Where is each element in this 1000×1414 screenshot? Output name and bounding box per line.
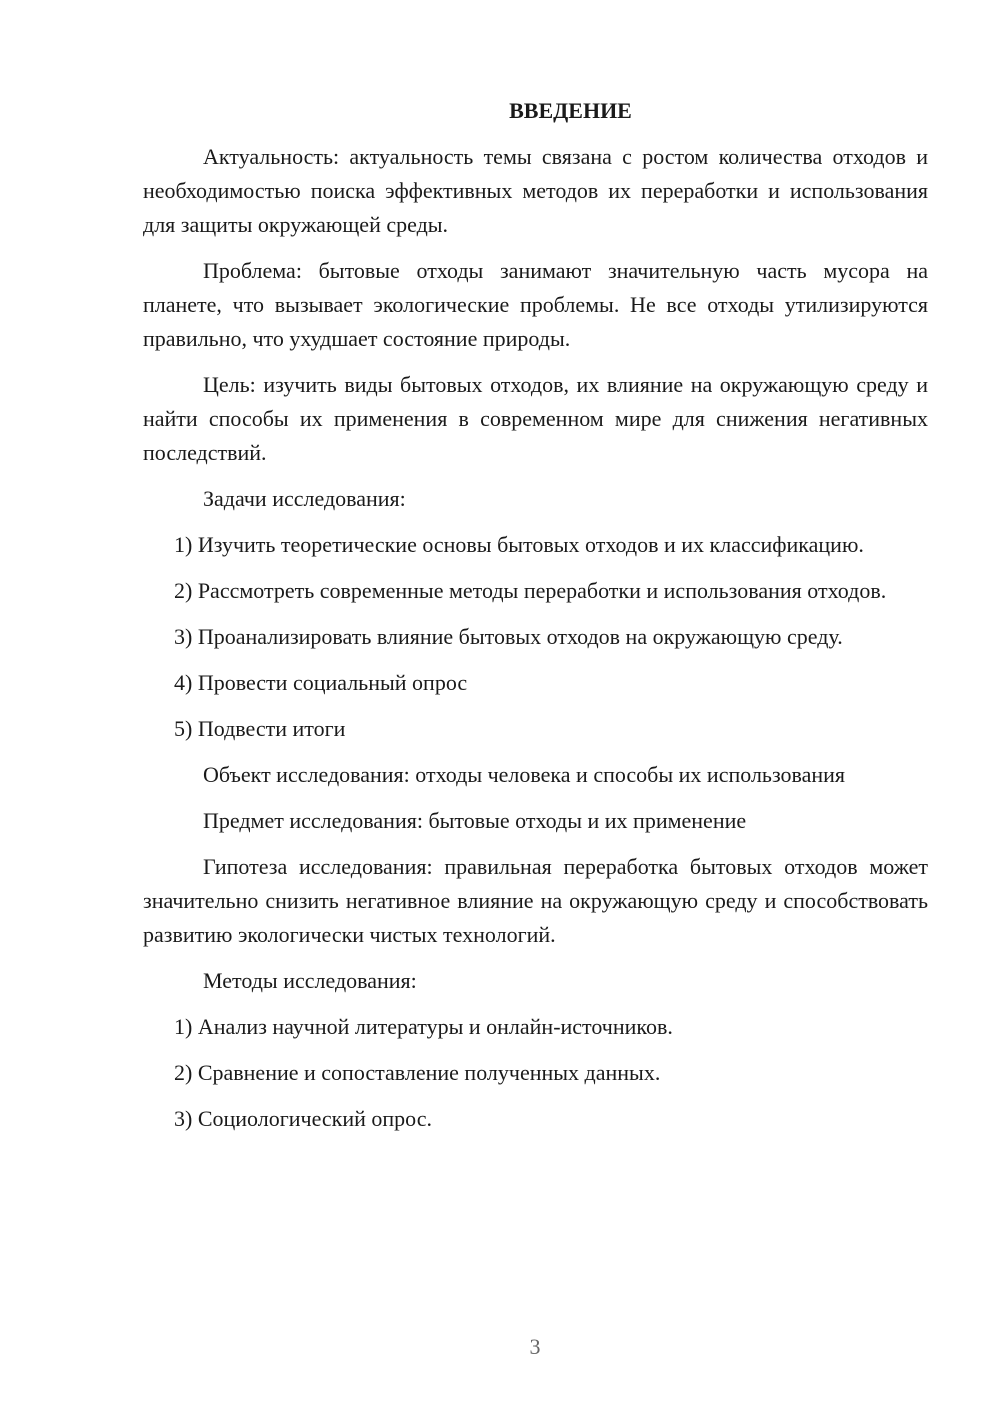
- task-item: 5) Подвести итоги: [174, 716, 346, 741]
- method-item: 2) Сравнение и сопоставление полученных данных.: [174, 1060, 661, 1085]
- task-item: 2) Рассмотреть современные методы переработки и использования отходов.: [174, 578, 887, 603]
- methods-label: Методы исследования:: [203, 968, 417, 993]
- method-item: 1) Анализ научной литературы и онлайн-источников.: [174, 1014, 673, 1039]
- page-title: ВВЕДЕНИЕ: [509, 98, 632, 123]
- goal-paragraph: Цель: изучить виды бытовых отходов, их влияние на окружающую среду и найти способы их применения в современном мире для снижения негативных последствий.: [143, 372, 928, 465]
- document-body: [143, 96, 928, 1148]
- hypothesis-paragraph: Гипотеза исследования: правильная переработка бытовых отходов может значительно снизить негативное влияние на окружающую среду и способствовать развитию экологически чистых технологий.: [143, 854, 928, 947]
- task-item: 3) Проанализировать влияние бытовых отходов на окружающую среду.: [174, 624, 843, 649]
- problem-paragraph: Проблема: бытовые отходы занимают значительную часть мусора на планете, что вызывает экологические проблемы. Не все отходы утилизируются правильно, что ухудшает состояние природы.: [143, 258, 928, 351]
- task-item: 1) Изучить теоретические основы бытовых отходов и их классификацию.: [174, 532, 864, 557]
- subject-paragraph: Предмет исследования: бытовые отходы и их применение: [203, 808, 747, 833]
- object-paragraph: Объект исследования: отходы человека и способы их использования: [203, 762, 846, 787]
- tasks-label: Задачи исследования:: [203, 486, 406, 511]
- method-item: 3) Социологический опрос.: [174, 1106, 432, 1131]
- page-number: 3: [529, 1334, 541, 1359]
- task-item: 4) Провести социальный опрос: [174, 670, 468, 695]
- relevance-paragraph: Актуальность: актуальность темы связана с ростом количества отходов и необходимостью поиска эффективных методов их переработки и использования для защиты окружающей среды.: [143, 144, 928, 237]
